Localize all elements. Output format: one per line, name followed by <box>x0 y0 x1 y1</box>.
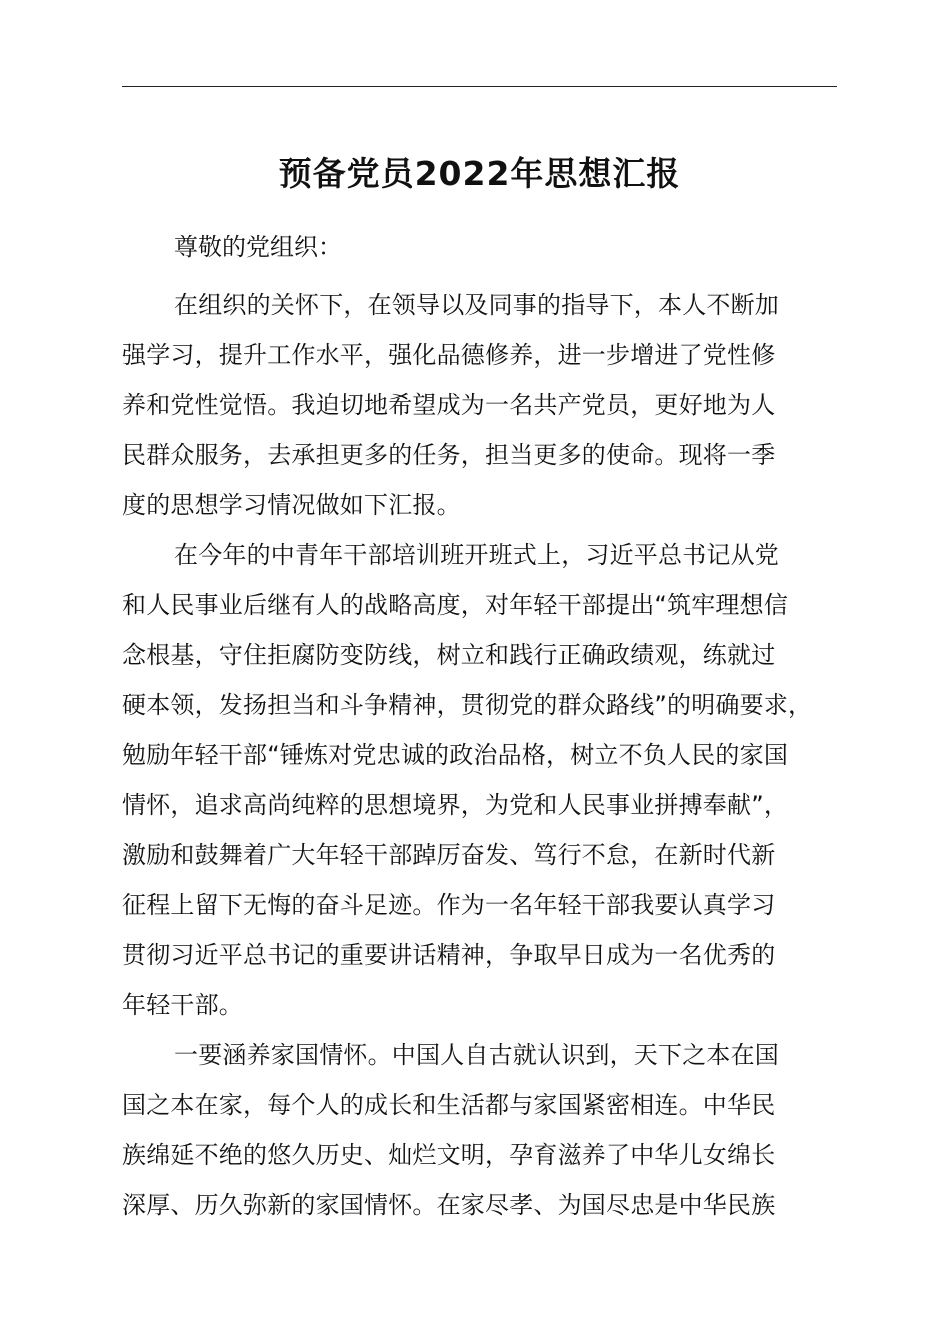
paragraph-1 <box>122 280 852 530</box>
text-line: 强学习，提升工作水平，强化品德修养，进一步增进了党性修 <box>122 341 776 369</box>
text-line: 硬本领，发扬担当和斗争精神，贯彻党的群众路线”的明确要求， <box>122 691 813 719</box>
text-line: 深厚、历久弥新的家国情怀。在家尽孝、为国尽忠是中华民族 <box>122 1191 776 1219</box>
text-line: 度的思想学习情况做如下汇报。 <box>122 491 461 519</box>
title-prefix: 预备党员 <box>278 154 415 193</box>
text-line: 民群众服务，去承担更多的任务，担当更多的使命。现将一季 <box>122 441 776 469</box>
text-line: 国之本在家，每个人的成长和生活都与家国紧密相连。中华民 <box>122 1091 776 1119</box>
title-year: 2022 <box>414 154 511 193</box>
header-rule <box>122 86 837 87</box>
document-body <box>122 280 852 1230</box>
text-line: 在今年的中青年干部培训班开班式上，习近平总书记从党 <box>174 541 779 569</box>
text-line: 征程上留下无悔的奋斗足迹。作为一名年轻干部我要认真学习 <box>122 891 776 919</box>
paragraph-3 <box>122 1030 852 1230</box>
salutation: 尊敬的党组织： <box>174 233 342 261</box>
title-suffix: 年思想汇报 <box>510 154 681 193</box>
text-line: 念根基，守住拒腐防变防线，树立和践行正确政绩观，练就过 <box>122 641 776 669</box>
paragraph-2 <box>122 530 852 1030</box>
text-line: 族绵延不绝的悠久历史、灿烂文明，孕育滋养了中华儿女绵长 <box>122 1141 776 1169</box>
text-line: 激励和鼓舞着广大年轻干部踔厉奋发、笃行不怠，在新时代新 <box>122 841 776 869</box>
text-line: 情怀，追求高尚纯粹的思想境界，为党和人民事业拼搏奉献”， <box>122 791 789 819</box>
text-line: 贯彻习近平总书记的重要讲话精神，争取早日成为一名优秀的 <box>122 941 776 969</box>
text-line: 年轻干部。 <box>122 991 243 1019</box>
text-line: 在组织的关怀下，在领导以及同事的指导下，本人不断加 <box>174 291 779 319</box>
page-title <box>122 150 837 198</box>
text-line: 一要涵养家国情怀。中国人自古就认识到，天下之本在国 <box>174 1041 779 1069</box>
text-line: 养和党性觉悟。我迫切地希望成为一名共产党员，更好地为人 <box>122 391 776 419</box>
text-line: 勉励年轻干部“锤炼对党忠诚的政治品格，树立不负人民的家国 <box>122 741 789 769</box>
text-line: 和人民事业后继有人的战略高度，对年轻干部提出“筑牢理想信 <box>122 591 789 619</box>
